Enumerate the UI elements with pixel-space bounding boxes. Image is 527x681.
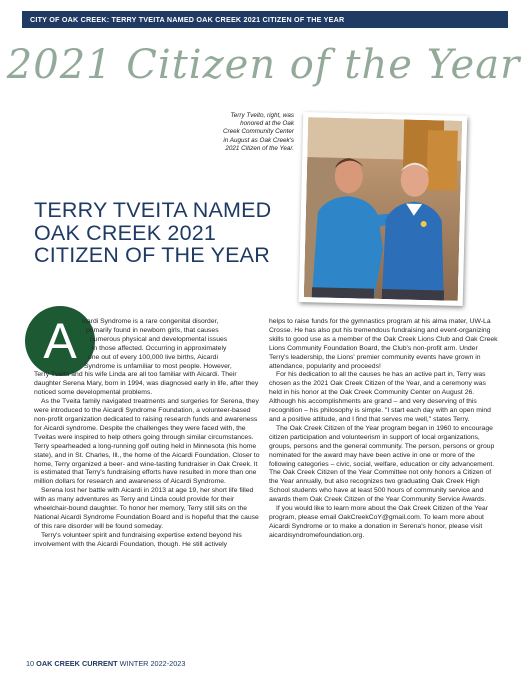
body-paragraph: Terry's volunteer spirit and fundraising expertise extend beyond his involvement with the Aicardi Foundation, though. He still actively	[34, 531, 242, 548]
article-title-line: TERRY TVEITA NAMED	[34, 198, 272, 222]
body-line: one out of every 100,000 live births, Aicardi	[88, 353, 218, 361]
magazine-name: OAK CREEK CURRENT	[36, 659, 118, 668]
dropcap-wrapped-lines	[34, 318, 263, 371]
body-paragraph: As the Tveita family navigated treatments and surgeries for Serena, they were introduced to the Aicardi Syndrome Foundation, a volunteer-based non-profit organization dedicated to raising research funds and awareness for Aicardi syndrome. Despite the challenges they were faced with, the Tveitas were inspired to help others going through similar circumstances. Terry spearheaded a long-running golf outing held in Minnesota (his home state), and in St. Charles, Ill., the home of the Aicardi Foundation. Closer to home, Terry organized a beer- and wine-tasting fundraiser in Oak Creek. It is estimated that Terry's fundraising efforts have resulted in more than one million dollars for research and awareness of Aicardi Syndrome.	[34, 398, 260, 486]
article-title-line: CITIZEN OF THE YEAR	[34, 243, 270, 267]
body-line: numerous physical and developmental issues	[90, 335, 228, 343]
body-paragraph: The Oak Creek Citizen of the Year program began in 1960 to encourage citizen participation and volunteerism in support of local organizations, groups, persons and the general community. The person, persons or group nominated for the award may have been active in one or more of the following categories – civic, social, welfare, education or city advancement. The Oak Creek Citizen of the Year Committee not only honors a Citizen of the Year annually, but also recognizes two graduating Oak Creek High School students who have at least 500 hours of community service and awards them Oak Creek Citizen of the Year Community Service Awards.	[269, 424, 495, 504]
body-paragraph: Terry Tveita and his wife Linda are all too familiar with Aicardi. Their daughter Serena Mary, born in 1994, was diagnosed early in life, after they noticed some developmental problems.	[34, 371, 259, 397]
body-line: icardi Syndrome is a rare congenital disorder,	[82, 318, 219, 325]
section-header-bar	[22, 11, 508, 28]
article-column-right	[269, 318, 498, 541]
photo-frame	[299, 112, 468, 306]
body-line: in those affected. Occurring in approximately	[92, 344, 227, 352]
page-number: 10	[26, 659, 35, 668]
body-paragraph: helps to raise funds for the gymnastics program at his alma mater, UW-La Crosse. He has also put his tremendous fundraising and event-organizing skills to good use as a member of the Oak Creek Lions Club and Oak Creek Lions Community Foundation Board, the Club's non-profit arm. Under Terry's leadership, the Lions' premier community events have grown in attendance, popularity and proceeds!	[269, 318, 498, 370]
body-paragraph: Serena lost her battle with Aicardi in 2013 at age 19, her short life filled with as many adventures as Terry and Linda could provide for their wheelchair-bound daughter. To honor her memory, Terry still sits on the National Aicardi Syndrome Foundation Board and is hopeful that the cause of this rare disorder will be found someday.	[34, 487, 259, 530]
body-paragraph: For his dedication to all the causes he has an active part in, Terry was chosen as the 2021 Oak Creek Citizen of the Year, and a ceremony was held in his honor at the Oak Creek Community Center on August 26. Although his accomplishments are grand – and very deserving of this recognition – his philosophy is simple. "I start each day with an open mind and a positive attitude, and I find that serves me well," states Terry.	[269, 371, 491, 423]
page-footer	[26, 659, 185, 668]
award-photo	[304, 117, 462, 301]
script-headline: 2021 Citizen of the Year	[6, 42, 521, 88]
article-title-line: OAK CREEK 2021	[34, 220, 217, 245]
section-header-text: CITY OF OAK CREEK: TERRY TVEITA NAMED OAK CREEK 2021 CITIZEN OF THE YEAR	[30, 15, 345, 24]
body-line: primarily found in newborn girls, that causes	[86, 326, 219, 334]
photo-caption: Terry Tveito, right, was honored at the Oak Creek Community Center in August as Oak Creek's 2021 Citizen of the Year.	[222, 112, 294, 152]
article-title	[34, 199, 294, 267]
body-line: Syndrome is unfamiliar to most people. However,	[84, 362, 232, 370]
article-column-left	[34, 318, 263, 550]
issue-name: WINTER 2022-2023	[119, 659, 186, 668]
drop-cap: A	[25, 306, 95, 376]
body-paragraph: If you would like to learn more about the Oak Creek Citizen of the Year program, please email OakCreekCoY@gmail.com. To learn more about Aicardi Syndrome or to make a donation in Serena's honor, please visit aicardisyndromefoundation.org.	[269, 505, 488, 539]
